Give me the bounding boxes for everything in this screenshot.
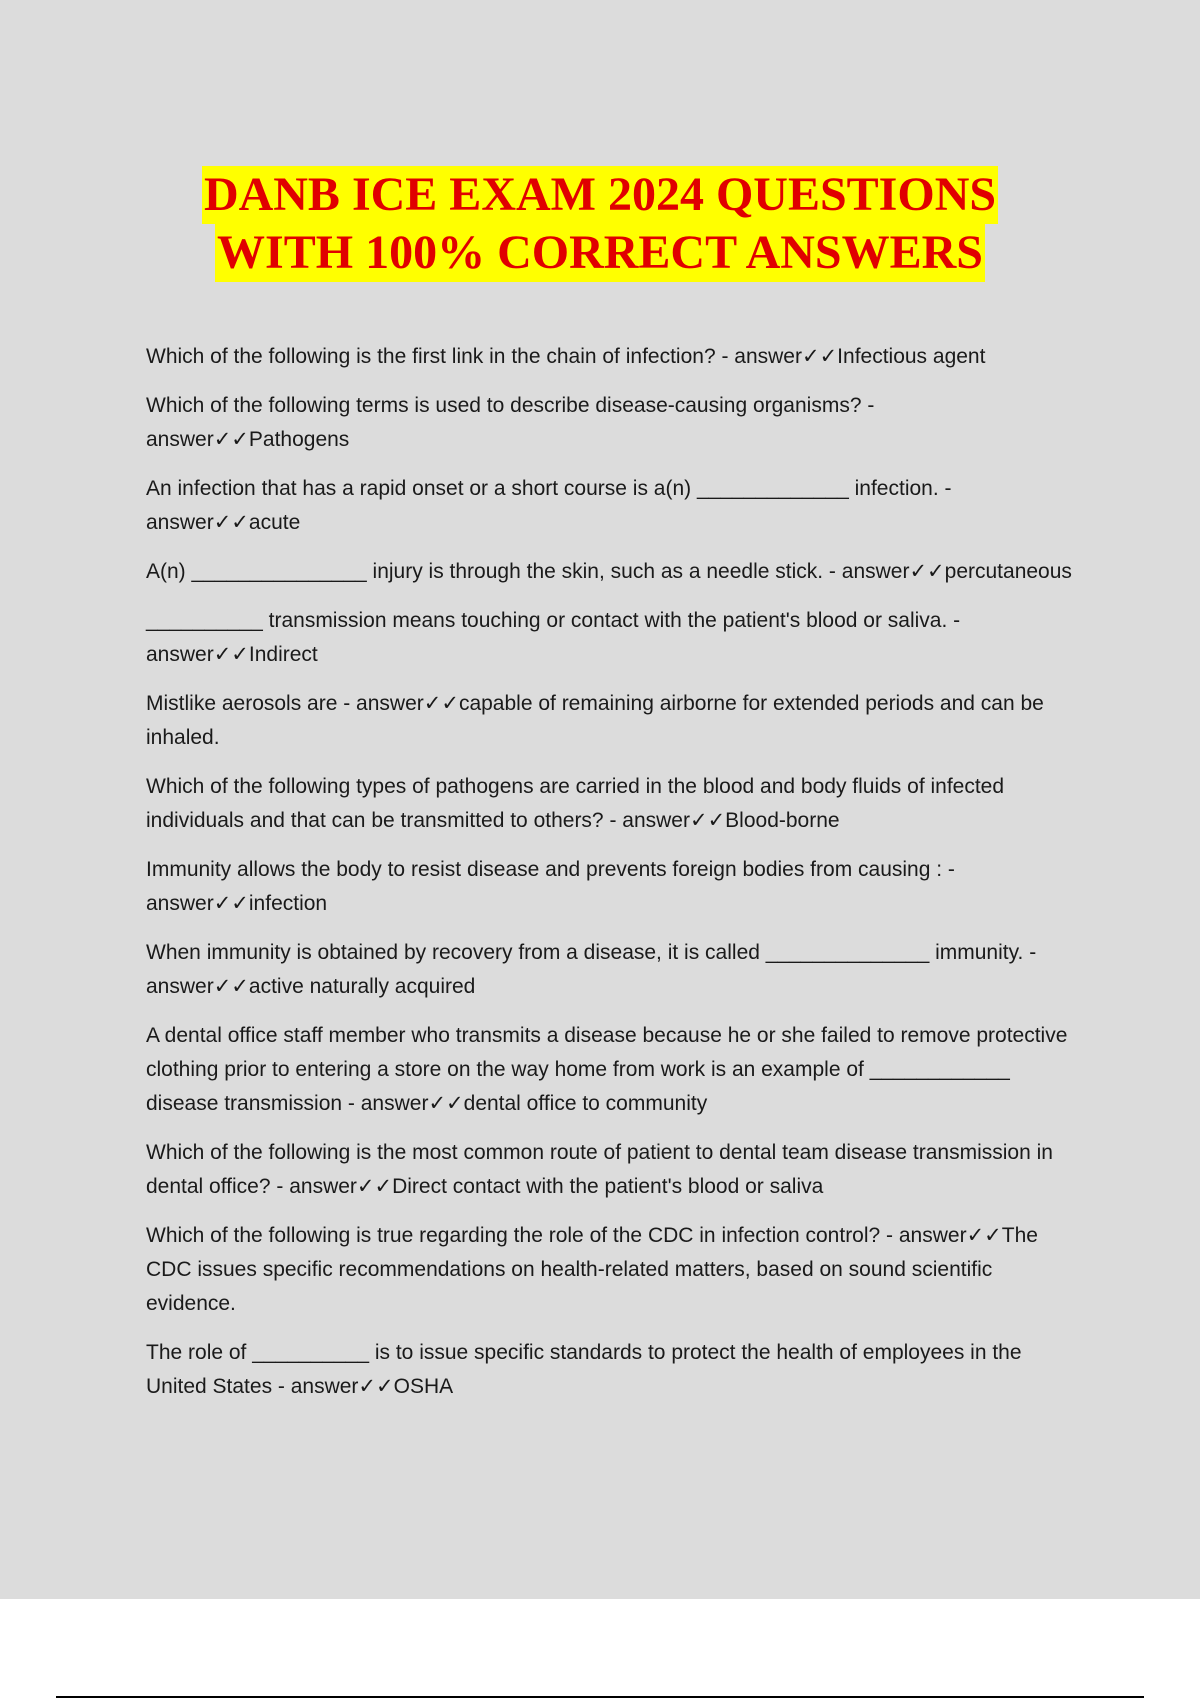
qa-item xyxy=(146,1019,1076,1121)
qa-item xyxy=(146,472,1076,540)
qa-text: Which of the following terms is used to describe disease-causing organisms? - answer✓✓Pathogens xyxy=(146,394,875,451)
qa-item xyxy=(146,389,1076,457)
qa-item xyxy=(146,770,1076,838)
qa-item xyxy=(146,1136,1076,1204)
qa-text: A dental office staff member who transmits a disease because he or she failed to remove protective clothing prior to entering a store on the way home from work is an example of ____________ disease transmission - answer✓✓dental office to community xyxy=(146,1024,1068,1115)
qa-text: Which of the following is true regarding the role of the CDC in infection control? - answer✓✓The CDC issues specific recommendations on health-related matters, based on sound scientific evidence. xyxy=(146,1224,1038,1315)
footer-rule xyxy=(56,1696,1144,1698)
qa-item xyxy=(146,555,1076,589)
qa-item xyxy=(146,853,1076,921)
qa-item xyxy=(146,604,1076,672)
qa-text: An infection that has a rapid onset or a short course is a(n) _____________ infection. - answer✓✓acute xyxy=(146,477,952,534)
qa-text: Which of the following is the first link in the chain of infection? - answer✓✓Infectious agent xyxy=(146,345,986,368)
title-line-2: WITH 100% CORRECT ANSWERS xyxy=(215,224,985,282)
question-answer-list xyxy=(146,340,1076,1419)
qa-text: When immunity is obtained by recovery from a disease, it is called ______________ immunity. - answer✓✓active naturally acquired xyxy=(146,941,1037,998)
title-line-1: DANB ICE EXAM 2024 QUESTIONS xyxy=(202,166,998,224)
qa-item xyxy=(146,1219,1076,1321)
qa-text: __________ transmission means touching or contact with the patient's blood or saliva. - answer✓✓Indirect xyxy=(146,609,961,666)
qa-item xyxy=(146,340,1076,374)
qa-text: The role of __________ is to issue specific standards to protect the health of employees in the United States - answer✓✓OSHA xyxy=(146,1341,1022,1398)
qa-item xyxy=(146,687,1076,755)
qa-text: Mistlike aerosols are - answer✓✓capable of remaining airborne for extended periods and can be inhaled. xyxy=(146,692,1044,749)
qa-text: Immunity allows the body to resist disease and prevents foreign bodies from causing : - answer✓✓infection xyxy=(146,858,955,915)
qa-text: Which of the following is the most common route of patient to dental team disease transmission in dental office? - answer✓✓Direct contact with the patient's blood or saliva xyxy=(146,1141,1053,1198)
qa-text: Which of the following types of pathogens are carried in the blood and body fluids of infected individuals and that can be transmitted to others? - answer✓✓Blood-borne xyxy=(146,775,1005,832)
qa-item xyxy=(146,1336,1076,1404)
document-title xyxy=(0,166,1200,282)
qa-item xyxy=(146,936,1076,1004)
qa-text: A(n) _______________ injury is through the skin, such as a needle stick. - answer✓✓percutaneous xyxy=(146,560,1072,583)
